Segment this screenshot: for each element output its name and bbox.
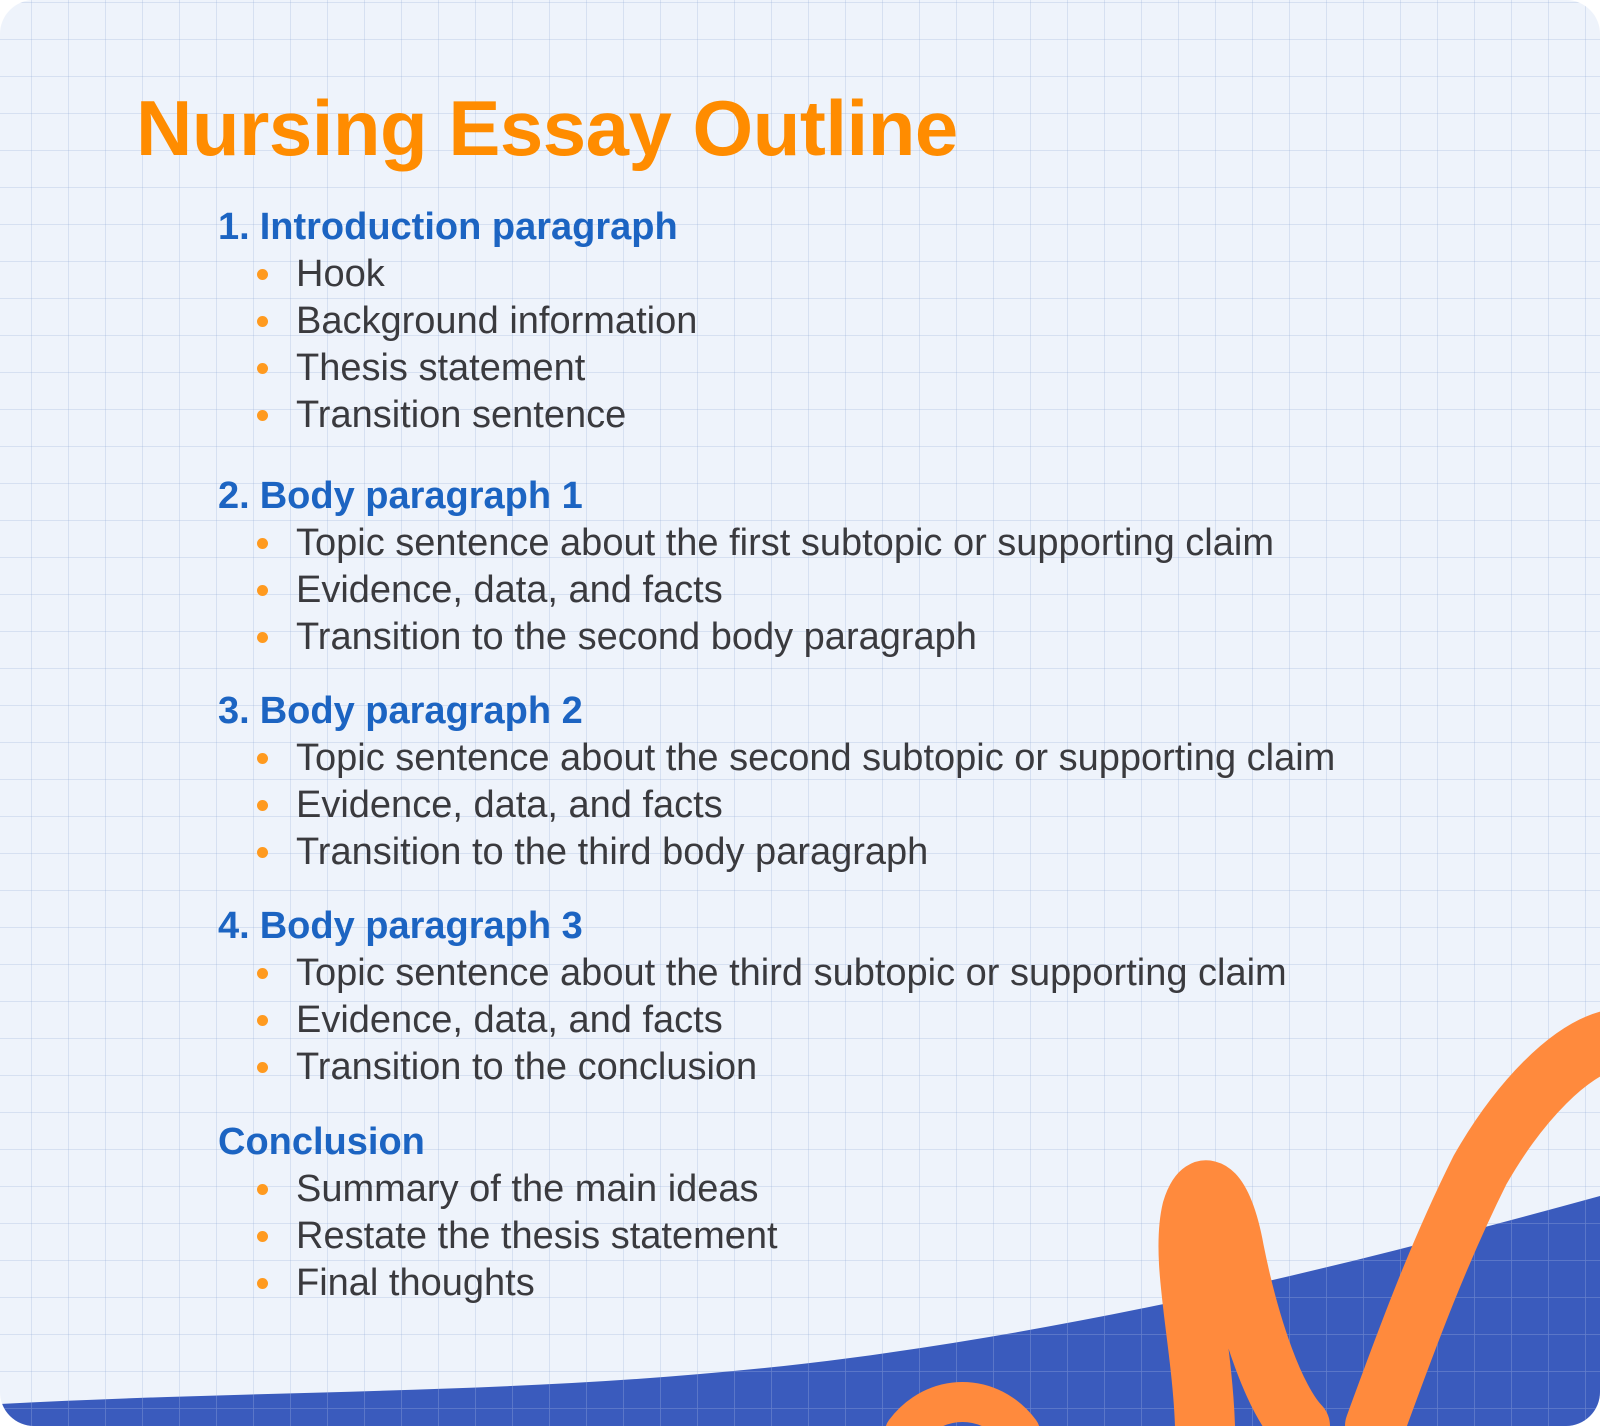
section-heading: [218, 472, 1518, 520]
section-number: 2.: [218, 475, 250, 517]
section-heading: [218, 902, 1518, 950]
list-item-text: Topic sentence about the third subtopic or supporting claim: [296, 952, 1287, 994]
bullet-icon: [257, 1062, 268, 1073]
bullet-icon: [257, 410, 268, 421]
list-item: [218, 567, 1518, 614]
bullet-icon: [257, 316, 268, 327]
outline-section: [218, 1118, 1518, 1307]
list-item-text: Topic sentence about the first subtopic or supporting claim: [296, 522, 1274, 564]
section-title: Body paragraph 1: [259, 475, 583, 517]
list-item: [218, 735, 1518, 782]
list-item-text: Background information: [296, 300, 698, 342]
section-heading: [218, 687, 1518, 735]
bullet-icon: [257, 538, 268, 549]
list-item-text: Transition to the conclusion: [296, 1046, 758, 1088]
section-title: Introduction paragraph: [259, 206, 678, 248]
bullet-icon: [257, 632, 268, 643]
outline-section: [218, 687, 1518, 876]
list-item: [218, 345, 1518, 392]
section-number: 4.: [218, 905, 250, 947]
section-items: [218, 950, 1518, 1091]
list-item-text: Hook: [296, 253, 385, 295]
list-item: [218, 298, 1518, 345]
section-heading: [218, 203, 1518, 251]
bullet-icon: [257, 968, 268, 979]
bullet-icon: [257, 1015, 268, 1026]
list-item: [218, 950, 1518, 997]
bullet-icon: [257, 585, 268, 596]
outline-section: [218, 902, 1518, 1091]
section-title: Conclusion: [218, 1121, 425, 1163]
list-item: [218, 782, 1518, 829]
list-item-text: Transition sentence: [296, 394, 627, 436]
bullet-icon: [257, 269, 268, 280]
section-heading: [218, 1118, 1518, 1166]
section-title: Body paragraph 3: [259, 905, 583, 947]
section-number: 3.: [218, 690, 250, 732]
list-item-text: Restate the thesis statement: [296, 1215, 778, 1257]
list-item: [218, 614, 1518, 661]
list-item-text: Summary of the main ideas: [296, 1168, 759, 1210]
bullet-icon: [257, 1184, 268, 1195]
list-item-text: Final thoughts: [296, 1262, 535, 1304]
list-item: [218, 1166, 1518, 1213]
page-title: Nursing Essay Outline: [136, 84, 958, 172]
list-item-text: Transition to the second body paragraph: [296, 616, 977, 658]
bullet-icon: [257, 753, 268, 764]
list-item-text: Transition to the third body paragraph: [296, 831, 929, 873]
list-item-text: Evidence, data, and facts: [296, 569, 723, 611]
list-item: [218, 520, 1518, 567]
section-items: [218, 1166, 1518, 1307]
list-item-text: Evidence, data, and facts: [296, 784, 723, 826]
bullet-icon: [257, 1278, 268, 1289]
section-items: [218, 251, 1518, 439]
bullet-icon: [257, 1231, 268, 1242]
bullet-icon: [257, 800, 268, 811]
section-number: 1.: [218, 206, 250, 248]
section-items: [218, 735, 1518, 876]
list-item-text: Evidence, data, and facts: [296, 999, 723, 1041]
bullet-icon: [257, 363, 268, 374]
list-item-text: Topic sentence about the second subtopic or supporting claim: [296, 737, 1336, 779]
bullet-icon: [257, 847, 268, 858]
list-item: [218, 1260, 1518, 1307]
outline-section: [218, 203, 1518, 439]
section-title: Body paragraph 2: [259, 690, 583, 732]
list-item: [218, 392, 1518, 439]
list-item: [218, 251, 1518, 298]
list-item: [218, 1213, 1518, 1260]
list-item: [218, 829, 1518, 876]
outline-section: [218, 472, 1518, 661]
section-items: [218, 520, 1518, 661]
list-item: [218, 1044, 1518, 1091]
list-item-text: Thesis statement: [296, 347, 586, 389]
list-item: [218, 997, 1518, 1044]
